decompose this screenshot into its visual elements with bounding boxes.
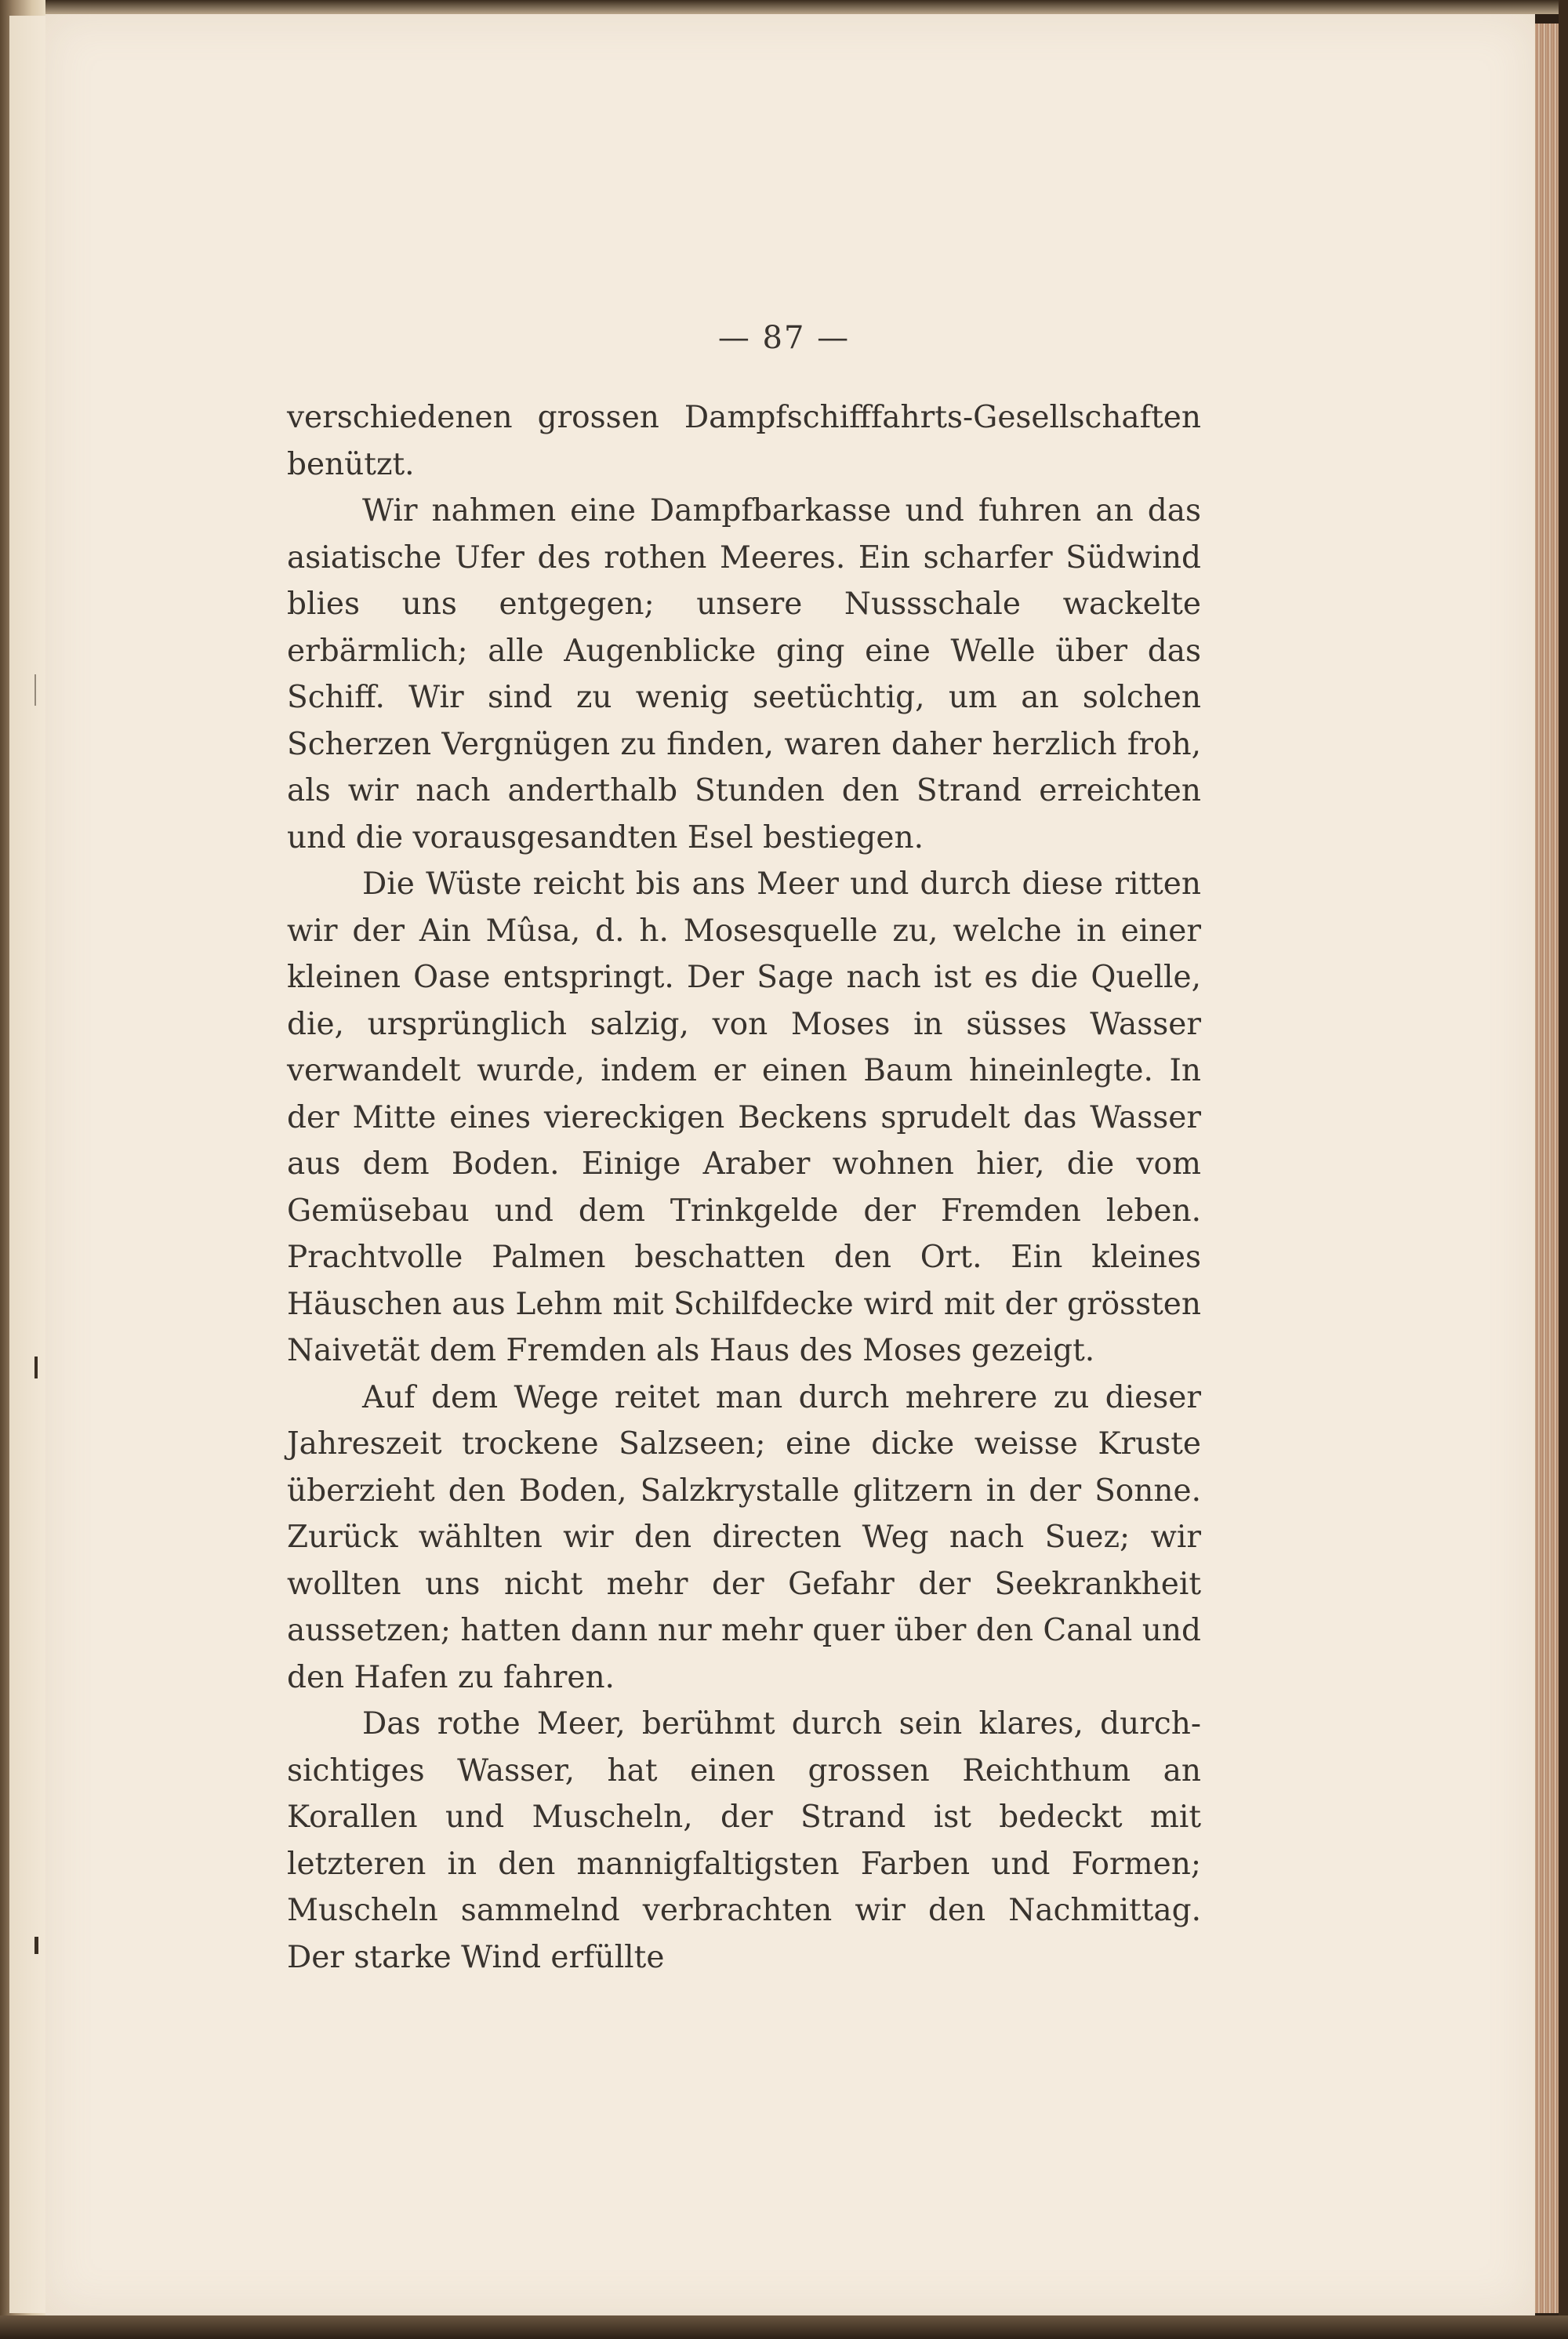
- margin-mark: [34, 674, 36, 706]
- book-bottom-edge: [0, 2315, 1568, 2339]
- margin-mark: [34, 1937, 38, 1954]
- paragraph: verschiedenen grossen Dampfschifffahrts-Gesellschaften benützt.: [287, 400, 1201, 482]
- paragraph: Wir nahmen eine Dampfbarkasse und fuhren an das asiatische Ufer des rothen Meeres. Ein scharfer Südwind blies uns entgegen; unsere Nussschale wackelte erbärmlich; alle Augenblicke ging eine Welle über das Schiff. Wir sind zu wenig seetüchtig, um an solchen Scherzen Vergnügen zu finden, waren daher herzlich froh, als wir nach anderthalb Stunden den Strand erreichten und die vorausgesandten Esel bestiegen.: [287, 493, 1201, 855]
- facing-page-edge: [9, 16, 49, 2313]
- paragraph: Das rothe Meer, berühmt durch sein klares, durchsichtiges Wasser, hat einen grossen Reichthum an Korallen und Muscheln, der Strand ist bedeckt mit letzteren in den mannigfaltigsten Farben und Formen; Muscheln sammelnd verbrachten wir den Nachmittag. Der starke Wind erfüllte: [287, 1706, 1201, 1975]
- page-number: — 87 —: [717, 320, 851, 356]
- paragraph: Auf dem Wege reitet man durch mehrere zu dieser Jahreszeit trockene Salzseen; eine dicke weisse Kruste überzieht den Boden, Salzkrystalle glitzern in der Sonne. Zurück wählten wir den directen Weg nach Suez; wir wollten uns nicht mehr der Gefahr der Seekrankheit aussetzen; hatten dann nur mehr quer über den Canal und den Hafen zu fahren.: [287, 1379, 1201, 1695]
- margin-mark: [34, 1357, 38, 1378]
- book-top-edge: [0, 0, 1568, 14]
- paragraph: Die Wüste reicht bis ans Meer und durch diese ritten wir der Ain Mûsa, d. h. Mosesquelle zu, welche in einer kleinen Oase entspringt. Der Sage nach ist es die Quelle, die, ursprünglich salzig, von Moses in süsses Wasser verwandelt wurde, indem er einen Baum hineinlegte. In der Mitte eines viereckigen Beckens sprudelt das Wasser aus dem Boden. Einige Araber wohnen hier, die vom Gemüsebau und dem Trinkgelde der Fremden leben. Prachtvolle Palmen beschatten den Ort. Ein kleines Häuschen aus Lehm mit Schilfdecke wird mit der grössten Naivetät dem Fremden als Haus des Moses gezeigt.: [287, 866, 1201, 1368]
- body-text: [287, 394, 1201, 1981]
